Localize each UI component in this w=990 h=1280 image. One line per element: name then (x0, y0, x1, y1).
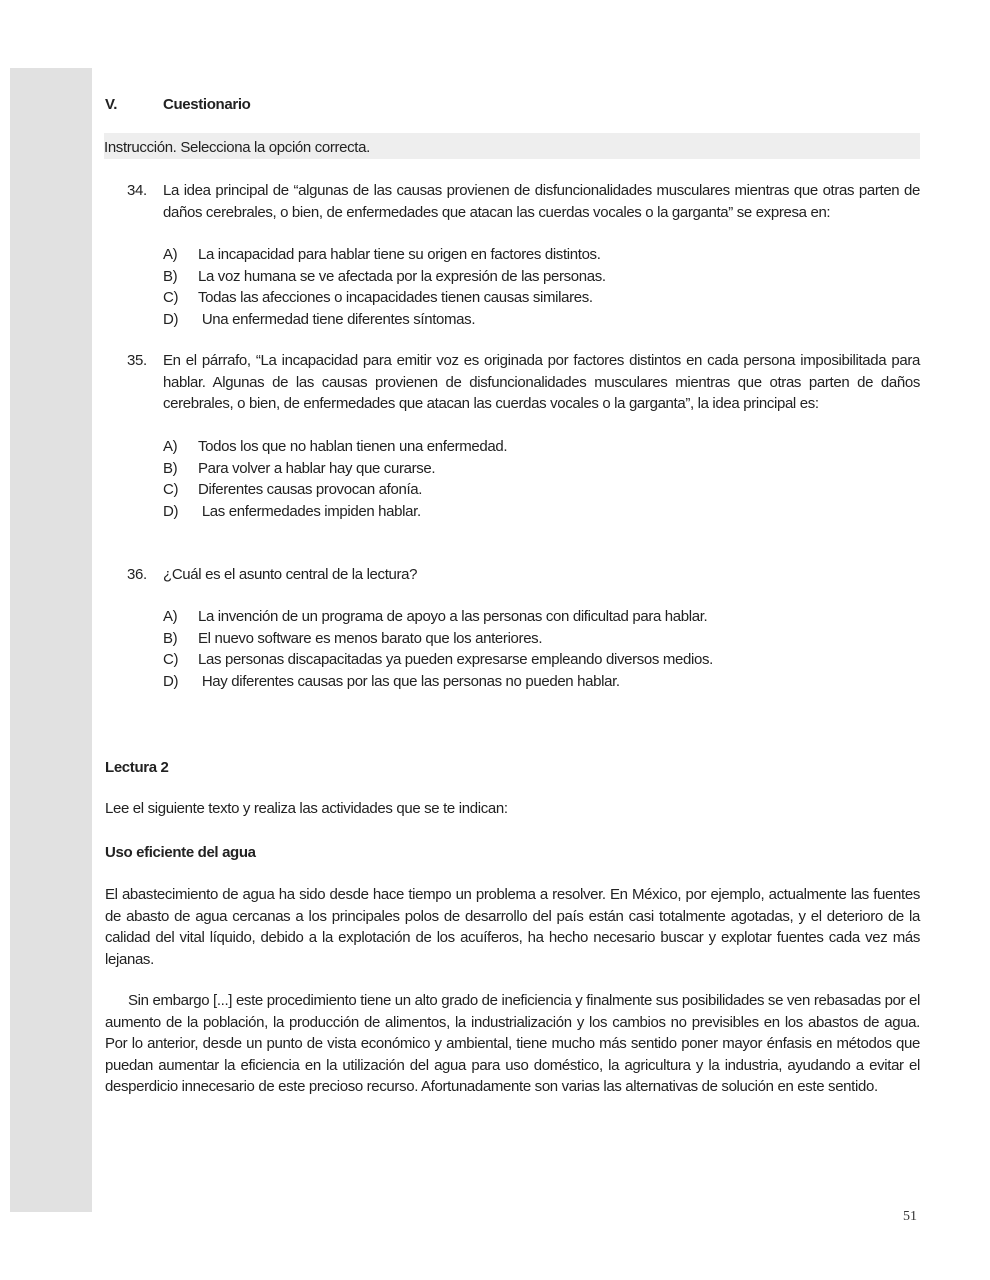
section-number: V. (105, 96, 118, 113)
question-36-options (163, 606, 713, 692)
question-35 (127, 350, 920, 415)
option-text: El nuevo software es menos barato que los anteriores. (198, 629, 543, 647)
option-letter: D) (163, 310, 179, 328)
instruction-banner: Instrucción. Selecciona la opción correcta. (104, 133, 920, 159)
option-text: La voz humana se ve afectada por la expresión de las personas. (198, 267, 606, 285)
option-letter: C) (163, 481, 179, 498)
option-b (163, 266, 606, 288)
question-number: 36. (127, 566, 147, 583)
page-number: 51 (903, 1209, 917, 1224)
question-34-options (163, 244, 606, 330)
option-c (163, 287, 606, 309)
option-letter: B) (163, 629, 178, 647)
option-letter: D) (163, 502, 179, 520)
option-d (163, 501, 507, 523)
option-a (163, 436, 507, 458)
option-text: Diferentes causas provocan afonía. (198, 481, 423, 498)
option-letter: B) (163, 459, 178, 477)
option-c (163, 649, 713, 671)
option-b (163, 628, 713, 650)
option-letter: C) (163, 289, 179, 306)
option-d (163, 309, 606, 331)
reading-heading: Lectura 2 (105, 759, 169, 776)
page-margin-bar (10, 68, 92, 1212)
section-title: Cuestionario (163, 96, 251, 113)
option-letter: B) (163, 267, 178, 285)
option-text: Todas las afecciones o incapacidades tienen causas similares. (198, 289, 593, 306)
option-letter: A) (163, 608, 178, 625)
option-letter: A) (163, 246, 178, 263)
question-number: 34. (127, 182, 147, 199)
reading-title: Uso eficiente del agua (105, 844, 256, 861)
question-text: La idea principal de “algunas de las causas provienen de disfuncionalidades musculares mientras que otras parten de daños cerebrales, o bien, de enfermedades que atacan las cuerdas vocales o la garganta” se expresa en: (163, 182, 920, 221)
option-text: Todos los que no hablan tienen una enfermedad. (198, 438, 508, 455)
option-d (163, 671, 713, 693)
question-35-options (163, 436, 507, 522)
reading-paragraph: Sin embargo [...] este procedimiento tiene un alto grado de ineficiencia y finalmente sus posibilidades se ven rebasadas por el aumento de la población, la producción de alimentos, la industrialización y los cambios no previsibles en los abastos de agua. Por lo anterior, desde un punto de vista económico y ambiental, tiene mucho más sentido poner mayor énfasis en métodos que puedan aumentar la eficiencia en la utilización del agua para uso doméstico, la agricultura y la industria, ayudando a evitar el desperdicio innecesario de este precioso recurso. Afortunadamente son varias las alternativas de solución en este sentido. (105, 992, 920, 1095)
option-a (163, 606, 713, 628)
question-text: En el párrafo, “La incapacidad para emitir voz es originada por factores distintos en cada persona imposibilitada para hablar. Algunas de las causas provienen de disfuncionalidades musculares mientras que otras parten de daños cerebrales, o bien, de enfermedades que atacan las cuerdas vocales o la garganta”, la idea principal es: (163, 352, 920, 412)
option-text: Las personas discapacitadas ya pueden expresarse empleando diversos medios. (198, 651, 713, 668)
option-letter: C) (163, 651, 179, 668)
option-letter: D) (163, 672, 179, 690)
option-letter: A) (163, 438, 178, 455)
question-number: 35. (127, 352, 147, 369)
option-b (163, 458, 507, 480)
option-text: La invención de un programa de apoyo a las personas con dificultad para hablar. (198, 608, 708, 625)
option-text: La incapacidad para hablar tiene su origen en factores distintos. (198, 246, 601, 263)
option-text: Las enfermedades impiden hablar. (198, 502, 421, 520)
reading-intro: Lee el siguiente texto y realiza las actividades que se te indican: (105, 800, 508, 817)
option-a (163, 244, 606, 266)
question-34 (127, 180, 920, 223)
option-text: Una enfermedad tiene diferentes síntomas. (198, 310, 476, 328)
question-text: ¿Cuál es el asunto central de la lectura? (163, 566, 418, 583)
reading-paragraph: El abastecimiento de agua ha sido desde hace tiempo un problema a resolver. En México, por ejemplo, actualmente las fuentes de abasto de agua cercanas a los principales polos de desarrollo del país están casi totalmente agotadas, y el deterioro de la calidad del vital líquido, debido a la explotación de los acuíferos, ha hecho necesario buscar y explotar fuentes cada vez más lejanas. (105, 886, 920, 968)
section-heading (105, 94, 250, 116)
option-text: Hay diferentes causas por las que las personas no pueden hablar. (198, 672, 620, 690)
option-text: Para volver a hablar hay que curarse. (198, 459, 436, 477)
option-c (163, 479, 507, 501)
question-36 (127, 564, 920, 586)
